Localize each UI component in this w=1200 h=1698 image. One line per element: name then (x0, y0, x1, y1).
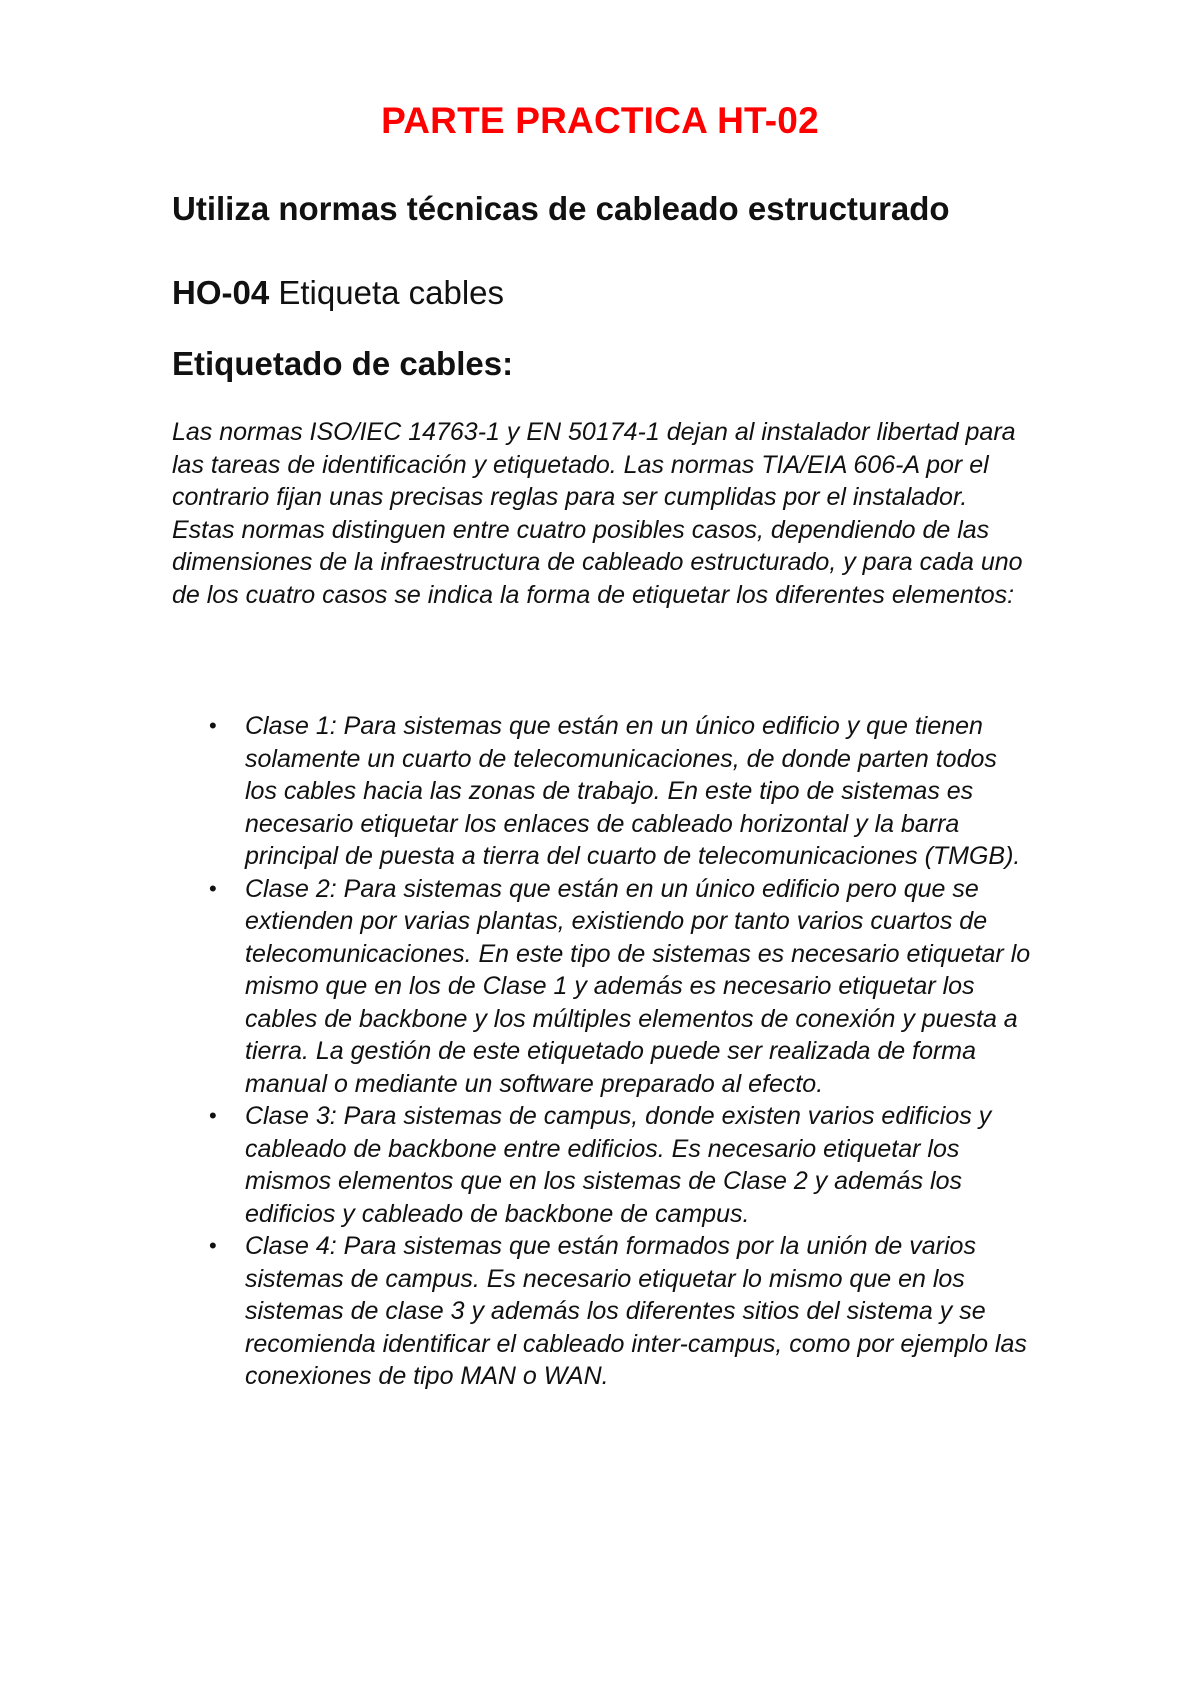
bullet-icon: • (209, 1103, 217, 1128)
list-item (205, 1230, 1035, 1393)
document-subtitle: Utiliza normas técnicas de cableado estructurado (172, 190, 950, 227)
intro-paragraph: Las normas ISO/IEC 14763-1 y EN 50174-1 dejan al instalador libertad para las tareas de identificación y etiquetado. Las normas TIA/EIA 606-A por el contrario fijan unas precisas reglas para ser cumplidas por el instalador. (172, 418, 1016, 511)
bullet-icon: • (209, 1233, 217, 1258)
classes-list (205, 710, 1035, 1393)
class-3-text: Clase 3: Para sistemas de campus, donde existen varios edificios y cableado de backbone entre edificios. Es necesario etiquetar los mismos elementos que en los sistemas de Clase 2 y además los edificios y cableado de backbone de campus. (245, 1102, 992, 1228)
list-item (205, 710, 1035, 873)
class-2-text: Clase 2: Para sistemas que están en un único edificio pero que se extienden por varias plantas, existiendo por tanto varios cuartos de telecomunicaciones. En este tipo de sistemas es necesario etiquetar lo mismo que en los de Clase 1 y además es necesario etiquetar los cables de backbone y los múltiples elementos de conexión y puesta a tierra. La gestión de este etiquetado puede ser realizada de forma manual o mediante un software preparado al efecto. (245, 874, 1031, 1098)
list-item (205, 1100, 1035, 1230)
ho-text: Etiqueta cables (269, 274, 505, 311)
class-4-text: Clase 4: Para sistemas que están formados por la unión de varios sistemas de campus. Es necesario etiquetar lo mismo que en los sistemas de clase 3 y además los diferentes sitios del sistema y se recomienda identificar el cableado inter-campus, como por ejemplo las conexiones de tipo MAN o WAN. (245, 1232, 1027, 1390)
intro-paragraph: Estas normas distinguen entre cuatro posibles casos, dependiendo de las dimensiones de la infraestructura de cableado estructurado, y para cada uno de los cuatro casos se indica la forma de etiquetar los diferentes elementos: (172, 515, 1023, 609)
list-item (205, 873, 1035, 1101)
document-title: PARTE PRACTICA HT-02 (381, 100, 819, 141)
class-1-text: Clase 1: Para sistemas que están en un único edificio y que tienen solamente un cuarto de telecomunicaciones, de donde parten todos los cables hacia las zonas de trabajo. En este tipo de sistemas es necesario etiquetar los enlaces de cableado horizontal y la barra principal de puesta a tierra del cuarto de telecomunicaciones (TMGB). (245, 712, 1021, 870)
ho-code: HO-04 (172, 274, 270, 311)
section-heading: Etiquetado de cables: (172, 345, 514, 382)
bullet-icon: • (209, 713, 217, 738)
intro-text (172, 416, 1052, 611)
bullet-icon: • (209, 875, 217, 901)
ho-line (172, 274, 504, 312)
